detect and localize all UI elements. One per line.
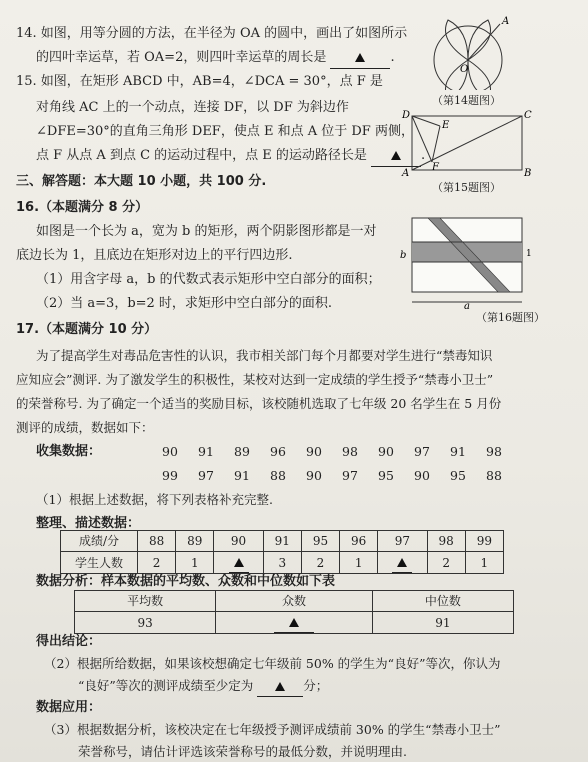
q15-end: . bbox=[421, 148, 426, 163]
table-cell: 89 bbox=[176, 531, 214, 552]
table-header-cell: 学生人数 bbox=[61, 552, 138, 574]
q15-line4 bbox=[36, 146, 425, 167]
fig15-label-F: F bbox=[432, 162, 439, 173]
statistics-table bbox=[74, 590, 514, 634]
fig15-label-C: C bbox=[524, 110, 532, 121]
data-value: 90 bbox=[414, 468, 430, 483]
q15-line2: 对角线 AC 上的一个动点，连接 DF，以 DF 为斜边作 bbox=[36, 100, 349, 115]
table-cell: 91 bbox=[263, 531, 301, 552]
frequency-table bbox=[60, 530, 504, 574]
q16-line1: 如图是一个长为 a，宽为 b 的矩形，两个阴影图形都是一对 bbox=[36, 224, 377, 239]
data-value: 95 bbox=[378, 468, 394, 483]
answer-triangle-icon bbox=[397, 558, 407, 567]
answer-triangle-icon bbox=[289, 618, 299, 627]
data-value: 91 bbox=[234, 468, 250, 483]
q15-line1: 15. 如图，在矩形 ABCD 中，AB=4，∠DCA = 30°，点 F 是 bbox=[16, 74, 383, 89]
data-value: 90 bbox=[306, 468, 322, 483]
data-value: 98 bbox=[342, 444, 358, 459]
fig15-label-B: B bbox=[524, 168, 532, 176]
fig16-label-one: 1 bbox=[526, 249, 532, 259]
q17-sub3-line1: （3）根据数据分析，该校决定在七年级授予测评成绩前 30% 的学生“禁毒小卫士” bbox=[44, 722, 501, 737]
q17-sub2-line2 bbox=[78, 676, 328, 697]
application-label: 数据应用： bbox=[36, 700, 102, 715]
analysis-label: 数据分析：样本数据的平均数、众数和中位数如下表 bbox=[36, 574, 336, 589]
data-value: 88 bbox=[486, 468, 502, 483]
table-cell: 97 bbox=[378, 531, 427, 552]
organize-label: 整理、描述数据： bbox=[36, 516, 141, 531]
table-header-cell: 成绩/分 bbox=[61, 531, 138, 552]
table-cell: 93 bbox=[75, 612, 216, 634]
q14-line1: 14. 如图，用等分圆的方法，在半径为 OA 的圆中，画出了如图所示 bbox=[16, 26, 408, 41]
q16-line2: 底边长为 1，且底边在矩形对边上的平行四边形. bbox=[16, 248, 293, 263]
collected-data-row-2 bbox=[152, 466, 512, 486]
answer-triangle-icon bbox=[234, 558, 244, 567]
q17-p3: 的荣誉称号. 为了确定一个适当的奖励目标，该校随机选取了七年级 20 名学生在 5 月份 bbox=[16, 396, 502, 411]
q17-sub3-line2: 荣誉称号，请估计评选该荣誉称号的最低分数，并说明理由. bbox=[78, 744, 407, 759]
data-value: 99 bbox=[162, 468, 178, 483]
table-cell: 2 bbox=[138, 552, 176, 574]
q17-p2: 应知应会”测评. 为了激发学生的积极性，某校对达到一定成绩的学生授予“禁毒小卫士” bbox=[16, 372, 494, 387]
table-cell: 98 bbox=[427, 531, 465, 552]
table-cell: 3 bbox=[263, 552, 301, 574]
answer-triangle-icon bbox=[355, 53, 365, 62]
q17-sub2-end: 分； bbox=[303, 678, 329, 693]
table-cell: 95 bbox=[301, 531, 339, 552]
table-header-cell: 中位数 bbox=[372, 591, 513, 612]
table-header-cell: 众数 bbox=[216, 591, 372, 612]
answer-triangle-icon bbox=[275, 682, 285, 691]
table-row bbox=[75, 612, 514, 634]
fig14-caption: （第14题图） bbox=[432, 94, 501, 107]
table-cell: 1 bbox=[465, 552, 503, 574]
table-row bbox=[75, 591, 514, 612]
table-cell: 2 bbox=[301, 552, 339, 574]
data-value: 97 bbox=[342, 468, 358, 483]
data-value: 97 bbox=[414, 444, 430, 459]
fig14-label-O: O bbox=[460, 64, 469, 75]
fig15-label-A: A bbox=[402, 168, 410, 176]
data-value: 88 bbox=[270, 468, 286, 483]
table-cell: 99 bbox=[465, 531, 503, 552]
q17-sub2-text: “良好”等次的测评成绩至少定为 bbox=[78, 678, 254, 693]
q16-sub1: （1）用含字母 a，b 的代数式表示矩形中空白部分的面积； bbox=[36, 272, 381, 287]
q17-p1: 为了提高学生对毒品危害性的认识，我市相关部门每个月都要对学生进行“禁毒知识 bbox=[36, 348, 493, 363]
data-value: 91 bbox=[450, 444, 466, 459]
table-header-cell: 平均数 bbox=[75, 591, 216, 612]
fig16-caption: （第16题图） bbox=[476, 311, 545, 324]
table-cell-answer-blank bbox=[216, 612, 372, 634]
collect-label: 收集数据： bbox=[36, 444, 102, 459]
q17-sub2-line1: （2）根据所给数据，如果该校想确定七年级前 50% 的学生为“良好”等次，你认为 bbox=[44, 656, 501, 671]
collected-data-row-1 bbox=[152, 442, 512, 462]
data-value: 89 bbox=[234, 444, 250, 459]
table-cell: 91 bbox=[372, 612, 513, 634]
table-row bbox=[61, 552, 504, 574]
section3-heading: 三、解答题：本大题 10 小题，共 100 分. bbox=[16, 174, 267, 189]
fig15-label-D: D bbox=[402, 110, 411, 121]
q15-line3: ∠DFE=30°的直角三角形 DEF，使点 E 和点 A 位于 DF 两侧， bbox=[36, 124, 414, 139]
q14-answer-blank bbox=[330, 48, 390, 69]
q15-line4-text: 点 F 从点 A 到点 C 的运动过程中，点 E 的运动路径长是 bbox=[36, 148, 367, 163]
q14-line2 bbox=[36, 48, 395, 69]
data-value: 91 bbox=[198, 444, 214, 459]
table-cell: 90 bbox=[214, 531, 263, 552]
table-cell: 1 bbox=[340, 552, 378, 574]
table-cell-answer-blank bbox=[378, 552, 427, 574]
data-value: 90 bbox=[162, 444, 178, 459]
q16-title: 16.（本题满分 8 分） bbox=[16, 200, 149, 215]
fig15-label-E: E bbox=[442, 120, 450, 131]
figure-16-rectangle-parallelograms bbox=[398, 210, 538, 310]
figure-14-four-leaf-clover bbox=[428, 10, 518, 90]
data-value: 90 bbox=[306, 444, 322, 459]
table-cell: 2 bbox=[427, 552, 465, 574]
q17-sub1: （1）根据上述数据，将下列表格补充完整. bbox=[36, 492, 273, 507]
q14-end: . bbox=[390, 50, 395, 65]
fig14-label-A: A bbox=[502, 16, 510, 27]
table-cell: 1 bbox=[176, 552, 214, 574]
q17-sub2-answer-blank bbox=[257, 676, 303, 697]
q16-sub2: （2）当 a=3，b=2 时，求矩形中空白部分的面积. bbox=[36, 296, 333, 311]
fig16-label-a: a bbox=[464, 301, 470, 310]
table-cell: 88 bbox=[138, 531, 176, 552]
data-value: 98 bbox=[486, 444, 502, 459]
data-value: 95 bbox=[450, 468, 466, 483]
fig15-caption: （第15题图） bbox=[432, 181, 501, 194]
table-cell: 96 bbox=[340, 531, 378, 552]
fig16-label-b: b bbox=[400, 250, 407, 261]
data-value: 97 bbox=[198, 468, 214, 483]
data-value: 90 bbox=[378, 444, 394, 459]
data-value: 96 bbox=[270, 444, 286, 459]
q17-p4: 测评的成绩，数据如下： bbox=[16, 420, 154, 435]
conclusion-label: 得出结论： bbox=[36, 634, 102, 649]
q17-title: 17.（本题满分 10 分） bbox=[16, 322, 158, 337]
figure-15-rectangle bbox=[398, 108, 538, 176]
q14-line2-text: 的四叶幸运草，若 OA=2，则四叶幸运草的周长是 bbox=[36, 50, 327, 65]
table-cell-answer-blank bbox=[214, 552, 263, 574]
table-row bbox=[61, 531, 504, 552]
